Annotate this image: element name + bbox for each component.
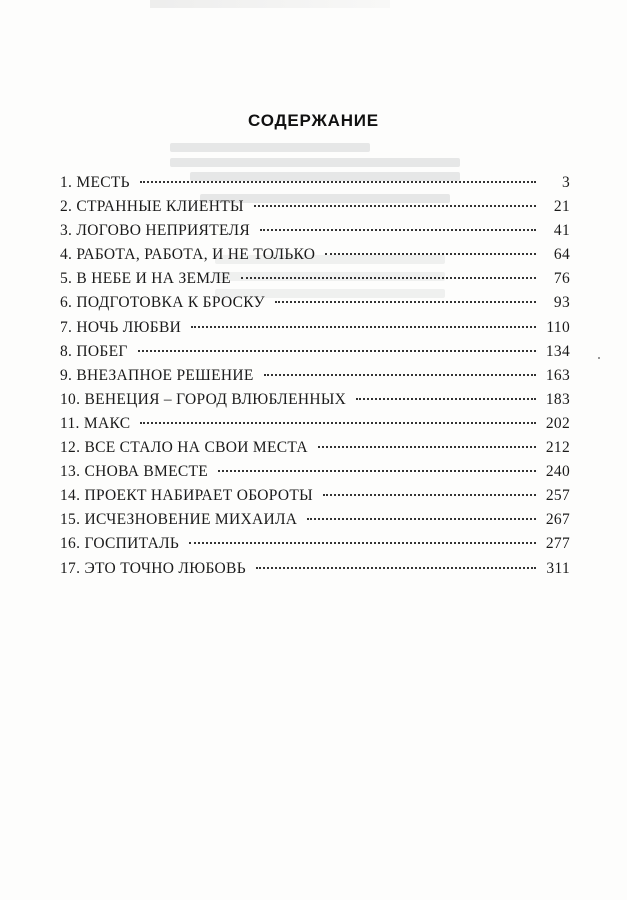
dot-leader bbox=[256, 567, 536, 569]
toc-entry-page-number: 21 bbox=[553, 198, 570, 216]
show-through-line bbox=[170, 158, 460, 167]
toc-entry bbox=[60, 222, 570, 246]
toc-entry bbox=[60, 487, 570, 511]
toc-entry bbox=[60, 270, 570, 294]
toc-entry-title: 9. ВНЕЗАПНОЕ РЕШЕНИЕ bbox=[60, 366, 254, 384]
dot-leader bbox=[140, 181, 536, 183]
dot-leader bbox=[356, 398, 536, 400]
toc-entry bbox=[60, 439, 570, 463]
toc-entry-page-number: 183 bbox=[545, 390, 570, 408]
toc-entry-page-number: 257 bbox=[545, 487, 570, 505]
toc-entry-page-number: 64 bbox=[553, 246, 570, 264]
dot-leader bbox=[260, 229, 536, 231]
toc-entry-page-number: 212 bbox=[545, 439, 570, 457]
toc-entry-title: 16. ГОСПИТАЛЬ bbox=[60, 535, 180, 553]
toc-entry bbox=[60, 198, 570, 222]
dot-leader bbox=[264, 374, 536, 376]
dot-leader bbox=[325, 253, 536, 255]
toc-entry bbox=[60, 319, 570, 343]
page-title: СОДЕРЖАНИЕ bbox=[248, 111, 379, 130]
dot-leader bbox=[140, 422, 536, 424]
show-through-line bbox=[170, 143, 370, 152]
toc-entry bbox=[60, 463, 570, 487]
toc-entry-page-number: 134 bbox=[545, 342, 570, 360]
toc-entry bbox=[60, 174, 570, 198]
toc-entry-page-number: 93 bbox=[553, 294, 570, 312]
toc-entry-title: 10. ВЕНЕЦИЯ – ГОРОД ВЛЮБЛЕННЫХ bbox=[60, 390, 347, 408]
toc-entry-page-number: 76 bbox=[553, 270, 570, 288]
toc-entry bbox=[60, 391, 570, 415]
toc-entry-page-number: 110 bbox=[546, 318, 570, 336]
toc-entry-page-number: 240 bbox=[545, 463, 570, 481]
toc-entry bbox=[60, 246, 570, 270]
toc-entry-title: 14. ПРОЕКТ НАБИРАЕТ ОБОРОТЫ bbox=[60, 487, 313, 505]
dot-leader bbox=[275, 301, 536, 303]
toc-entry-page-number: 3 bbox=[561, 174, 570, 191]
dot-leader bbox=[189, 542, 536, 544]
toc-entry bbox=[60, 535, 570, 559]
toc-entry-title: 6. ПОДГОТОВКА К БРОСКУ bbox=[60, 294, 265, 312]
toc-entry-title: 4. РАБОТА, РАБОТА, И НЕ ТОЛЬКО bbox=[60, 246, 316, 264]
table-of-contents bbox=[60, 174, 570, 584]
dot-leader bbox=[307, 518, 536, 520]
dot-leader bbox=[318, 446, 536, 448]
toc-entry-title: 13. СНОВА ВМЕСТЕ bbox=[60, 463, 209, 481]
toc-entry bbox=[60, 560, 570, 584]
paper-speck bbox=[598, 357, 600, 359]
toc-entry bbox=[60, 294, 570, 318]
toc-entry-title: 12. ВСЕ СТАЛО НА СВОИ МЕСТА bbox=[60, 439, 308, 457]
toc-entry-title: 15. ИСЧЕЗНОВЕНИЕ МИХАИЛА bbox=[60, 511, 298, 529]
toc-entry bbox=[60, 511, 570, 535]
toc-entry bbox=[60, 367, 570, 391]
toc-entry-page-number: 163 bbox=[545, 366, 570, 384]
toc-entry-title: 5. В НЕБЕ И НА ЗЕМЛЕ bbox=[60, 270, 231, 288]
toc-entry-page-number: 202 bbox=[545, 414, 570, 432]
toc-entry-page-number: 277 bbox=[545, 535, 570, 553]
dot-leader bbox=[138, 350, 536, 352]
dot-leader bbox=[254, 205, 536, 207]
dot-leader bbox=[191, 326, 536, 328]
toc-entry bbox=[60, 415, 570, 439]
toc-entry-title: 17. ЭТО ТОЧНО ЛЮБОВЬ bbox=[60, 559, 246, 577]
toc-entry-page-number: 41 bbox=[553, 222, 570, 240]
show-through-bar bbox=[150, 0, 390, 8]
toc-entry-page-number: 267 bbox=[545, 511, 570, 529]
dot-leader bbox=[241, 277, 536, 279]
dot-leader bbox=[218, 470, 536, 472]
toc-entry-title: 7. НОЧЬ ЛЮБВИ bbox=[60, 318, 182, 336]
toc-entry-title: 2. СТРАННЫЕ КЛИЕНТЫ bbox=[60, 198, 244, 216]
toc-entry bbox=[60, 343, 570, 367]
dot-leader bbox=[323, 494, 536, 496]
toc-entry-page-number: 311 bbox=[546, 559, 570, 577]
toc-entry-title: 3. ЛОГОВО НЕПРИЯТЕЛЯ bbox=[60, 222, 250, 240]
toc-entry-title: 11. МАКС bbox=[60, 414, 131, 432]
toc-entry-title: 1. МЕСТЬ bbox=[60, 174, 130, 191]
toc-entry-title: 8. ПОБЕГ bbox=[60, 342, 128, 360]
